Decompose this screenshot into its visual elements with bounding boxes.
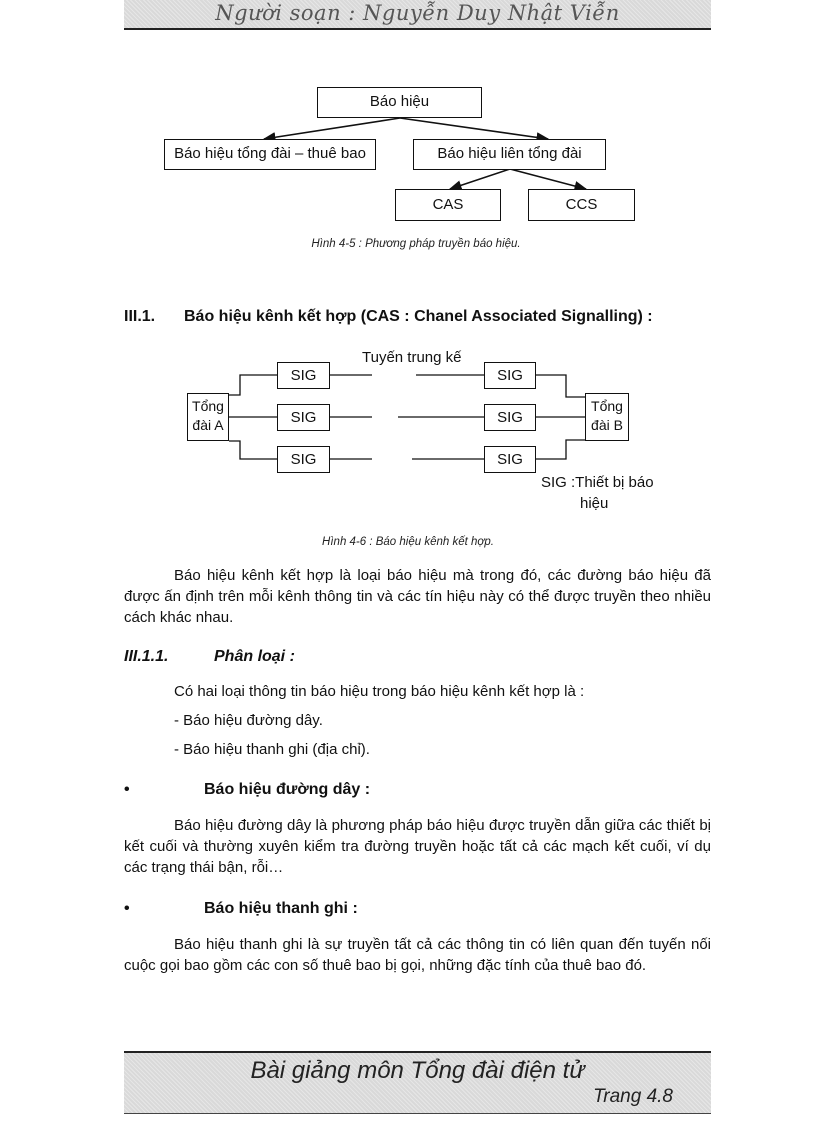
exchange-b-box	[585, 393, 629, 441]
page-number: Trang 4.8	[593, 1086, 673, 1107]
exchange-b-line2: đài B	[591, 417, 623, 433]
classify-item-1: - Báo hiệu đường dây.	[174, 712, 323, 729]
fig45-root-box: Báo hiệu	[317, 87, 482, 118]
section-title: Báo hiệu kênh kết hợp (CAS : Chanel Associated Signalling) :	[184, 308, 653, 325]
classify-intro: Có hai loại thông tin báo hiệu trong báo hiệu kênh kết hợp là :	[174, 683, 585, 700]
bullet-2-title: Báo hiệu thanh ghi :	[204, 900, 358, 917]
fig45-left-box: Báo hiệu tổng đài – thuê bao	[164, 139, 376, 170]
exchange-a-line1: Tổng	[192, 398, 224, 414]
bullet-1-paragraph: Báo hiệu đường dây là phương pháp báo hiệu được truyền dẫn giữa các thiết bị kết cuối và thường xuyên kiểm tra đường truyền hoặc tất cả các mạch kết cuối, ví dụ các trạng thái bận, rỗi…	[124, 817, 711, 876]
subsection-number: III.1.1.	[124, 648, 169, 665]
sig-box: SIG	[484, 362, 536, 389]
page-footer	[124, 1051, 711, 1114]
exchange-a-box	[187, 393, 229, 441]
exchange-a-line2: đài A	[192, 417, 224, 433]
intro-paragraph: Báo hiệu kênh kết hợp là loại báo hiệu mà trong đó, các đường báo hiệu đã được ấn định trên mỗi kênh thông tin và các tín hiệu này có thể được truyền theo nhiều cách khác nhau.	[124, 567, 711, 626]
fig45-right-box: Báo hiệu liên tổng đài	[413, 139, 606, 170]
sig-legend-line2: hiệu	[580, 495, 609, 512]
section-number: III.1.	[124, 308, 156, 325]
fig46-caption: Hình 4-6 : Báo hiệu kênh kết hợp.	[322, 536, 494, 548]
classify-item-2: - Báo hiệu thanh ghi (địa chỉ).	[174, 741, 370, 758]
bullet-1-title: Báo hiệu đường dây :	[204, 781, 371, 798]
fig46-trunk-label: Tuyến trung kế	[362, 349, 462, 366]
fig45-cas-box: CAS	[395, 189, 501, 221]
bullet-2-symbol: •	[124, 900, 130, 917]
sig-box: SIG	[484, 446, 536, 473]
course-title: Bài giảng môn Tổng đài điện tử	[250, 1057, 585, 1084]
fig45-ccs-box: CCS	[528, 189, 635, 221]
fig45-caption: Hình 4-5 : Phương pháp truyền báo hiệu.	[311, 238, 521, 250]
author-line: Người soạn : Nguyễn Duy Nhật Viễn	[215, 1, 620, 25]
sig-box: SIG	[277, 362, 330, 389]
bullet-1-symbol: •	[124, 781, 130, 798]
bullet-2-paragraph: Báo hiệu thanh ghi là sự truyền tất cả các thông tin có liên quan đến tuyến nối cuộc gọi bao gồm các con số thuê bao bị gọi, những đặc tính của thuê bao đó.	[124, 936, 711, 974]
sig-box: SIG	[277, 404, 330, 431]
sig-box: SIG	[277, 446, 330, 473]
sig-box: SIG	[484, 404, 536, 431]
sig-legend-line1: SIG :Thiết bị báo	[541, 474, 654, 491]
exchange-b-line1: Tổng	[591, 398, 623, 414]
subsection-title: Phân loại :	[214, 648, 295, 665]
